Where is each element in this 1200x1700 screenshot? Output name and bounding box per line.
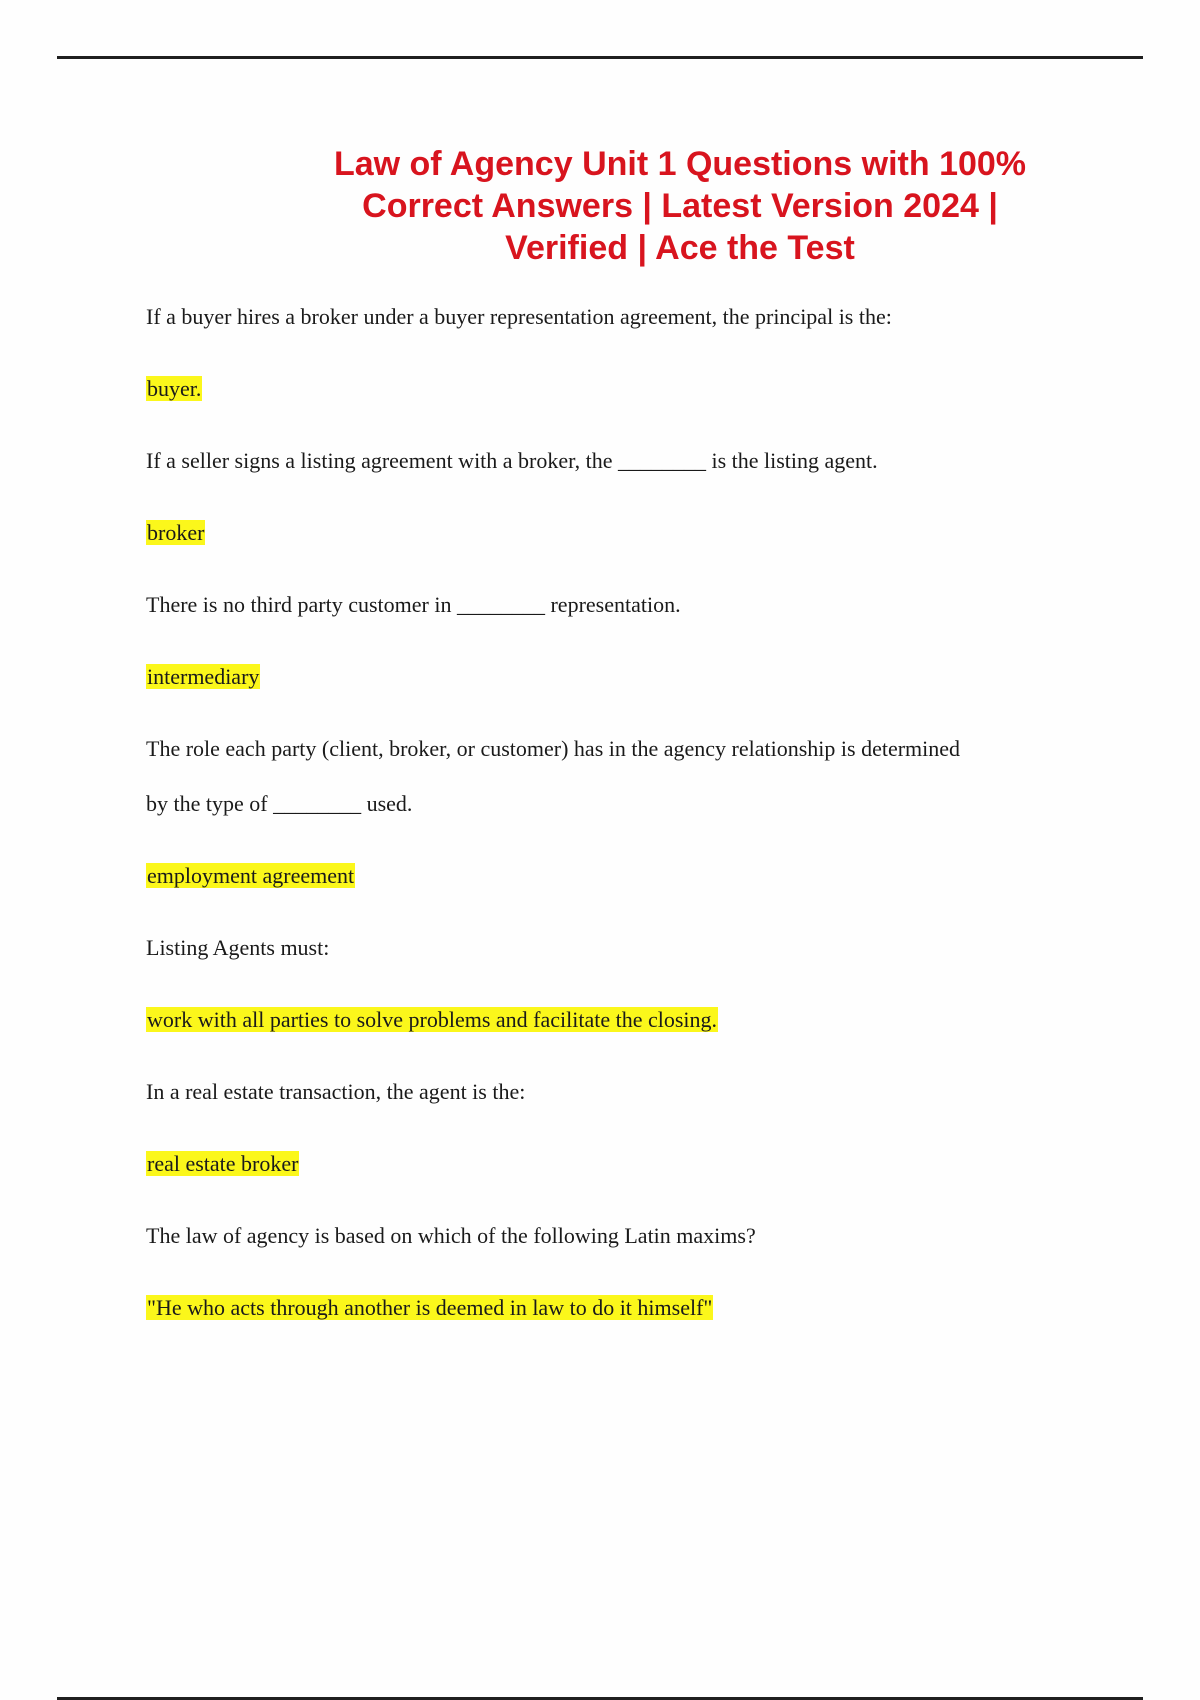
question-6: In a real estate transaction, the agent is the: (146, 1079, 526, 1104)
question-4-line-1: The role each party (client, broker, or customer) has in the agency relationship is determined (146, 736, 961, 761)
answer-highlight: employment agreement (147, 863, 355, 888)
question-1: If a buyer hires a broker under a buyer representation agreement, the principal is the: (146, 304, 892, 329)
answer-highlight: broker (147, 520, 205, 545)
answer-highlight: intermediary (147, 664, 260, 689)
answer-highlight: "He who acts through another is deemed in law to do it himself" (147, 1295, 713, 1320)
question-3: There is no third party customer in ________ representation. (146, 592, 681, 617)
answer-3 (146, 662, 260, 692)
question-2: If a seller signs a listing agreement with a broker, the ________ is the listing agent. (146, 448, 878, 473)
question-5: Listing Agents must: (146, 935, 330, 960)
answer-highlight: buyer. (147, 376, 202, 401)
answer-6 (146, 1149, 299, 1179)
answer-4 (146, 861, 355, 891)
header-rule (57, 56, 1143, 59)
question-4-line-2: by the type of ________ used. (146, 791, 413, 816)
answer-1 (146, 374, 202, 404)
answer-5 (146, 1005, 718, 1035)
document-title (290, 143, 1070, 269)
answer-highlight: work with all parties to solve problems and facilitate the closing. (147, 1007, 718, 1032)
title-line-3: Verified | Ace the Test (505, 229, 855, 267)
answer-2 (146, 518, 205, 548)
question-7: The law of agency is based on which of the following Latin maxims? (146, 1223, 756, 1248)
answer-highlight: real estate broker (147, 1151, 299, 1176)
answer-7 (146, 1293, 713, 1323)
title-line-1: Law of Agency Unit 1 Questions with 100% (333, 145, 1027, 183)
title-line-2: Correct Answers | Latest Version 2024 | (362, 187, 998, 225)
